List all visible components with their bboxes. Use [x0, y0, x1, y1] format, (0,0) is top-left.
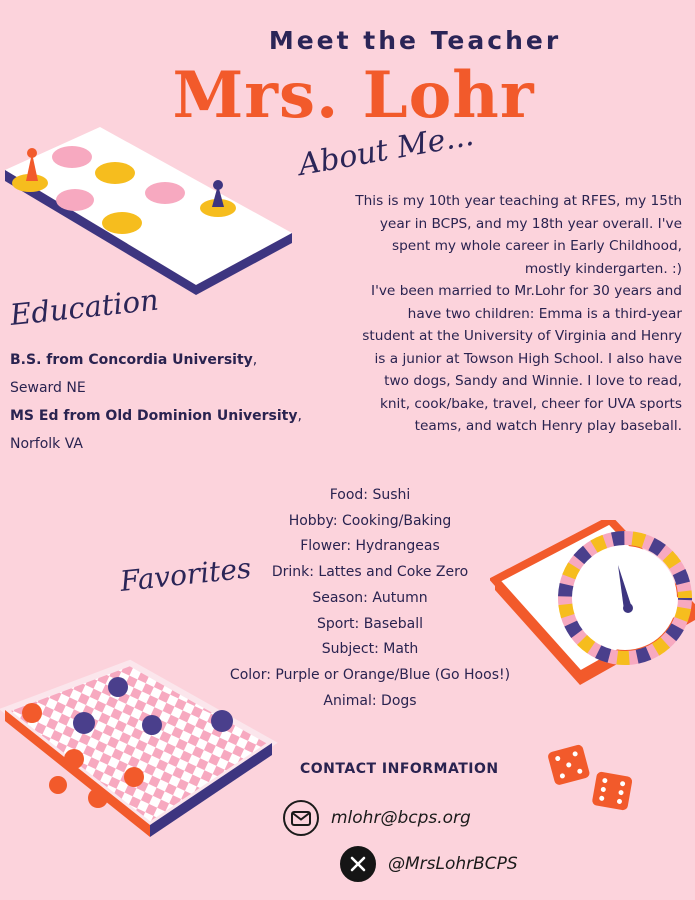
education-list — [10, 346, 330, 458]
favorite-item: Food: Sushi — [329, 487, 411, 503]
about-line: teams, and watch Henry play baseball. — [414, 418, 682, 434]
about-line: mostly kindergarten. :) — [524, 260, 682, 277]
about-line: This is my 10th year teaching at RFES, my 15th — [355, 193, 682, 209]
email-icon — [283, 800, 319, 836]
twitter-contact[interactable] — [340, 846, 518, 882]
degree-2-comma: , — [297, 408, 302, 424]
education-degree-1 — [10, 346, 330, 374]
teacher-name: Mrs. Lohr — [172, 58, 535, 133]
degree-1-name: B.S. from Concordia University — [10, 352, 253, 368]
about-paragraph — [318, 190, 682, 438]
about-line: spent my whole career in Early Childhood, — [391, 238, 682, 254]
favorite-item: Color: Purple or Orange/Blue (Go Hoos!) — [229, 666, 511, 683]
favorite-item: Flower: Hydrangeas — [300, 538, 440, 555]
favorites-heading: Favorites — [118, 551, 253, 598]
education-degree-2 — [10, 402, 330, 430]
about-line: year in BCPS, and my 18th year overall. I've — [379, 215, 682, 232]
education-heading: Education — [8, 282, 161, 332]
about-line: I've been married to Mr.Lohr for 30 years and — [371, 283, 682, 299]
email-contact[interactable] — [283, 800, 471, 836]
favorites-list — [180, 483, 560, 714]
degree-2-place: Norfolk VA — [10, 436, 83, 452]
about-line: two dogs, Sandy and Winnie. I love to read, — [384, 373, 682, 389]
favorite-item: Drink: Lattes and Coke Zero — [271, 564, 469, 581]
favorite-item: Animal: Dogs — [323, 692, 417, 709]
degree-1-place: Seward NE — [10, 380, 86, 396]
favorite-item: Sport: Baseball — [316, 615, 424, 632]
about-line: is a junior at Towson High School. I also have — [374, 350, 682, 367]
page-subtitle: Meet the Teacher — [268, 26, 562, 55]
about-heading: About Me... — [295, 117, 477, 183]
dice-icon — [544, 738, 639, 818]
favorite-item: Subject: Math — [321, 641, 419, 658]
email-link[interactable]: mlohr@bcps.org — [331, 808, 471, 828]
about-line: student at the University of Virginia and Henry — [362, 328, 682, 344]
degree-2-name: MS Ed from Old Dominion University — [10, 408, 298, 424]
x-logo-icon — [340, 846, 376, 882]
twitter-handle-link[interactable]: @MrsLohrBCPS — [388, 854, 518, 874]
degree-1-comma: , — [252, 352, 258, 368]
board-game-top-icon — [0, 115, 310, 295]
about-line: have two children: Emma is a third-year — [407, 305, 682, 322]
favorite-item: Hobby: Cooking/Baking — [288, 512, 452, 529]
contact-heading: CONTACT INFORMATION — [300, 761, 499, 777]
about-line: knit, cook/bake, travel, cheer for UVA sports — [379, 395, 682, 412]
favorite-item: Season: Autumn — [312, 589, 428, 606]
